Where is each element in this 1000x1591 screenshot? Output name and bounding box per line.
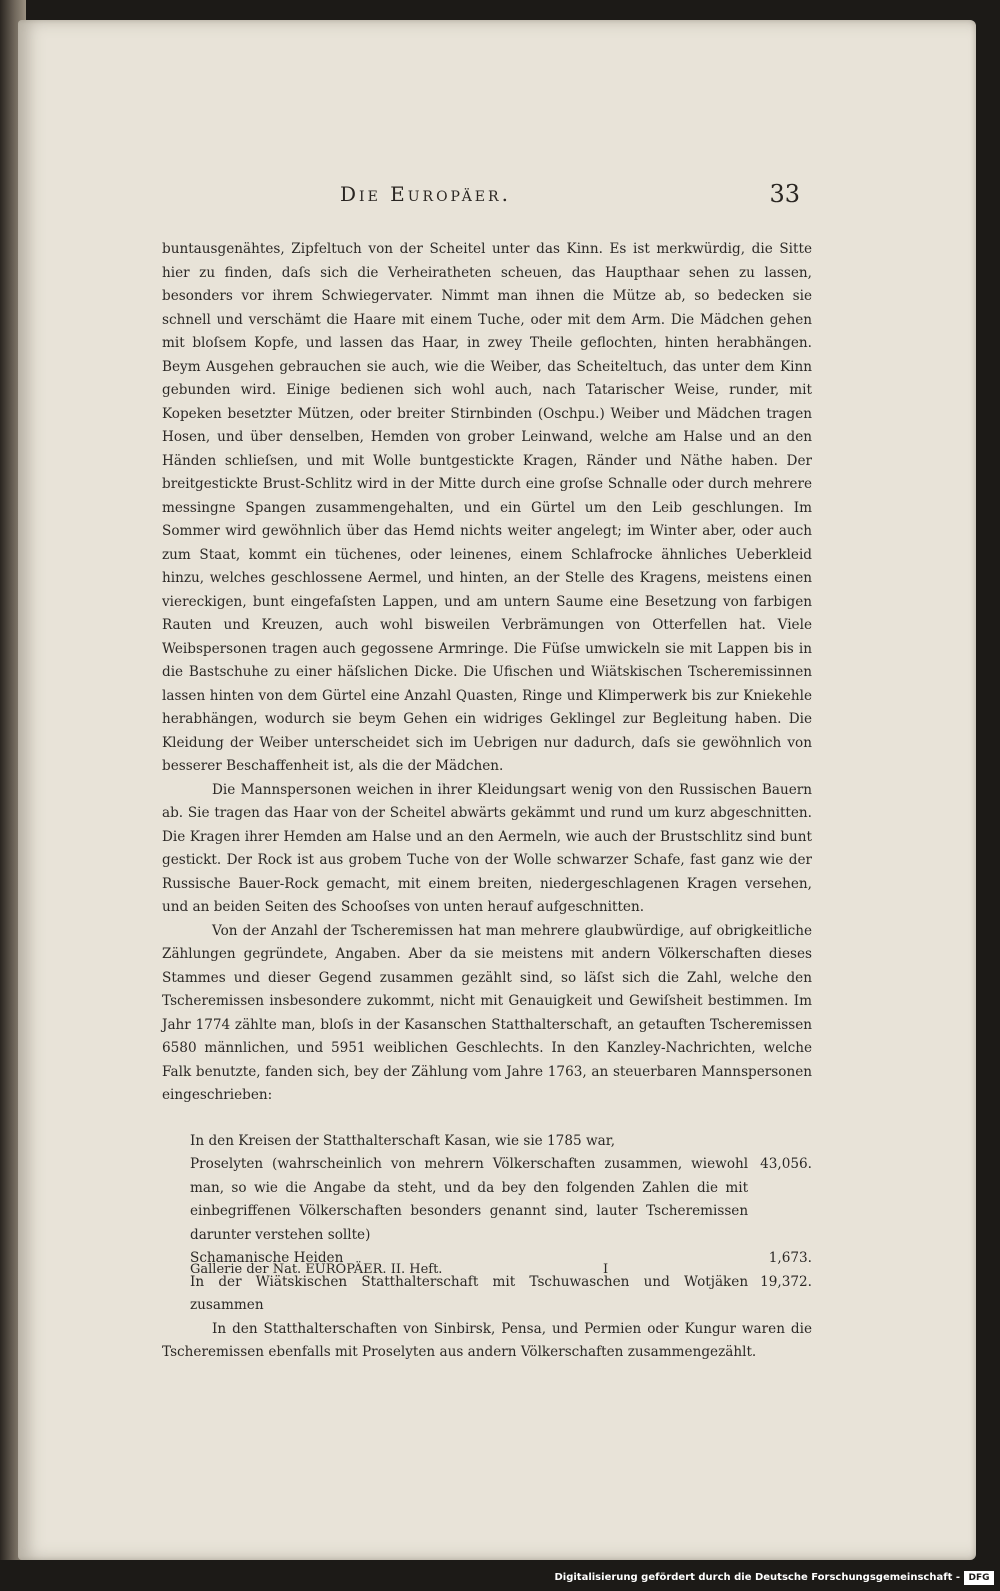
table-row-wiatka (162, 1271, 812, 1318)
row-label: Schamanische Heiden (190, 1250, 344, 1266)
running-header (340, 182, 800, 206)
paragraph-1: buntausgenähtes, Zipfeltuch von der Scheitel unter das Kinn. Es ist merkwürdig, die Sitte hier zu finden, daſs sich die Verheiratheten scheuen, das Haupthaar sehen zu lassen, besonders vor ihrem Schwiegervater. Nimmt man ihnen die Mütze ab, so bedecken sie schnell und verschämt die Haare mit einem Tuche, oder mit dem Arm. Die Mädchen gehen mit bloſsem Kopfe, und lassen das Haar, in zwey Theile geflochten, hinten herabhängen. Beym Ausgehen gebrauchen sie auch, wie die Weiber, das Scheiteltuch, das unter dem Kinn gebunden wird. Einige bedienen sich wohl auch, nach Tatarischer Weise, runder, mit Kopeken besetzter Mützen, oder breiter Stirnbinden (Oschpu.) Weiber und Mädchen tragen Hosen, und über denselben, Hemden von grober Leinwand, welche am Halse und an den Händen schlieſsen, und mit Wolle buntgestickte Kragen, Ränder und Näthe haben. Der breitgestickte Brust-Schlitz wird in der Mitte durch eine groſse Schnalle oder durch mehrere messingne Spangen zusammengehalten, und ein Gürtel um den Leib geschlungen. Im Sommer wird gewöhnlich über das Hemd nichts weiter angelegt; im Winter aber, oder auch zum Staat, kommt ein tüchenes, oder leinenes, einem Schlafrocke ähnliches Ueberkleid hinzu, welches geschlossene Aermel, und hinten, an der Stelle des Kragens, meistens einen viereckigen, bunt eingefaſsten Lappen, und am untern Saume eine Besetzung von farbigen Rauten und Kreuzen, auch wohl bisweilen Verbrämungen von Otterfellen hat. Viele Weibspersonen tragen auch gegossene Armringe. Die Füſse umwickeln sie mit Lappen bis in die Bastschuhe zu einer häſslichen Dicke. Die Ufischen und Wiätskischen Tscheremissinnen lassen hinten von dem Gürtel eine Anzahl Quasten, Ringe und Klimperwerk bis zur Kniekehle herabhängen, wodurch sie beym Gehen ein widriges Geklingel zur Begleitung haben. Die Kleidung der Weiber unterscheidet sich im Uebrigen nur dadurch, daſs sie gewöhnlich von besserer Beschaffenheit ist, als die der Mädchen. (162, 241, 812, 774)
digitization-credit: Digitalisierung gefördert durch die Deutsche Forschungsgemeinschaft - (554, 1572, 960, 1583)
body-text (162, 238, 812, 1365)
paragraph-2: Die Mannspersonen weichen in ihrer Kleidungsart wenig von den Russischen Bauern ab. Sie tragen das Haar von der Scheitel abwärts gekämmt und rund um kurz abgeschnitten. Die Kragen ihrer Hemden am Halse und an den Aermeln, wie auch der Brustschlitz sind bunt gestickt. Der Rock ist aus grobem Tuche von der Wolle schwarzer Schafe, fast ganz wie der Russische Bauer-Rock gemacht, mit einem breiten, niedergeschlagenen Kragen versehen, und an beiden Seiten des Schooſses von unten herauf aufgeschnitten. (162, 781, 812, 915)
dfg-logo: DFG (964, 1571, 994, 1585)
page-number: 33 (769, 180, 800, 208)
row-label: In der Wiätskischen Statthalterschaft mit Tschuwaschen und Wotjäken zusammen (190, 1273, 749, 1313)
footer-imprint: Gallerie der Nat. EUROPÄER. II. Heft. (190, 1262, 443, 1277)
row-value: 43,056. (760, 1156, 812, 1172)
table-heading-row (162, 1130, 812, 1154)
row-value: 1,673. (768, 1250, 812, 1266)
signature-mark: I (603, 1262, 609, 1277)
closing-paragraph: In den Statthalterschaften von Sinbirsk, Pensa, und Permien oder Kungur waren die Tscheremissen ebenfalls mit Proselyten aus andern Völkerschaften zusammengezählt. (162, 1320, 812, 1360)
census-table (162, 1130, 812, 1318)
page-footer (190, 1262, 610, 1277)
running-title: Die Europäer. (340, 182, 511, 206)
row-value: 19,372. (760, 1273, 812, 1290)
table-heading: In den Kreisen der Statthalterschaft Kasan, wie sie 1785 war, (190, 1132, 616, 1149)
row-label: Proselyten (wahrscheinlich von mehrern Völkerschaften zusammen, wiewohl man, so wie die Angabe da steht, und da bey den folgenden Zahlen die mit einbegriffenen Völkerschaften besonders genannt sind, lauter Tscheremissen darunter verstehen sollte) (190, 1156, 749, 1243)
paragraph-3: Von der Anzahl der Tscheremissen hat man mehrere glaubwürdige, auf obrigkeitliche Zählungen gegründete, Angaben. Aber da sie meistens mit andern Völkerschaften dieses Stammes und dieser Gegend zusammen gezählt sind, so läſst sich die Zahl, welche den Tscheremissen insbesondere zukommt, nicht mit Genauigkeit und Gewiſsheit bestimmen. Im Jahr 1774 zählte man, bloſs in der Kasanschen Statthalterschaft, an getauften Tscheremissen 6580 männlichen, und 5951 weiblichen Geschlechts. In den Kanzley-Nachrichten, welche Falk benutzte, fanden sich, bey der Zählung vom Jahre 1763, an steuerbaren Mannspersonen eingeschrieben: (162, 922, 812, 1103)
table-row-proselyten (162, 1153, 812, 1247)
